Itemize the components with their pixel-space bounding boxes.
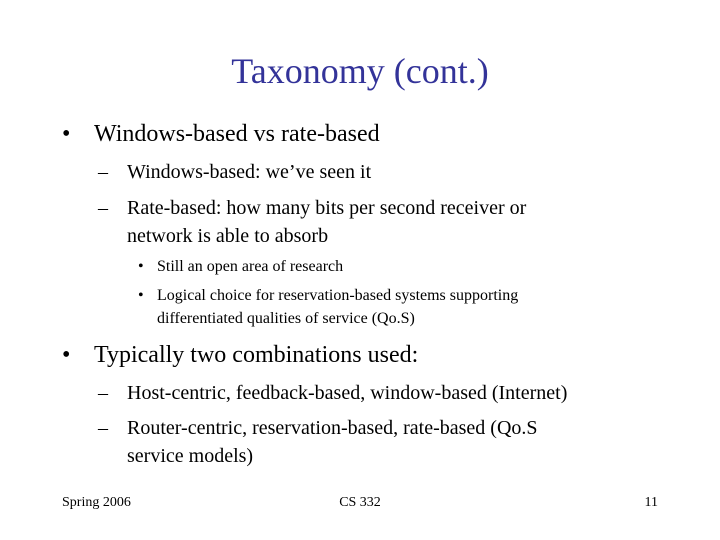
dash-marker: – [98,197,108,219]
bullet-marker: • [62,342,71,368]
bullet-1-sub-1: Windows-based: we’ve seen it [127,161,372,183]
bullet-1-subsub-2-line-2: differentiated qualities of service (Qo.S) [157,310,415,327]
footer-date: Spring 2006 [62,495,131,510]
bullet-1-sub-2-line-2: network is able to absorb [127,225,329,247]
bullet-2-sub-2-line-1: Router-centric, reservation-based, rate-based (Qo.S [127,417,538,439]
slide-title: Taxonomy (cont.) [231,51,489,91]
bullet-1-sub-2-line-1: Rate-based: how many bits per second receiver or [127,197,527,219]
small-bullet-marker: • [138,258,144,275]
dash-marker: – [98,417,108,439]
dash-marker: – [98,161,108,183]
bullet-1-subsub-2-line-1: Logical choice for reservation-based systems supporting [157,287,519,304]
bullet-2-text: Typically two combinations used: [94,342,419,368]
bullet-1-subsub-1: Still an open area of research [157,258,344,275]
bullet-1-text: Windows-based vs rate-based [94,121,380,147]
small-bullet-marker: • [138,287,144,304]
bullet-2-sub-2-line-2: service models) [127,445,254,467]
bullet-marker: • [62,121,71,147]
bullet-2-sub-1: Host-centric, feedback-based, window-based (Internet) [127,382,568,404]
slide-number: 11 [644,495,658,510]
footer-course: CS 332 [339,495,381,510]
dash-marker: – [98,382,108,404]
